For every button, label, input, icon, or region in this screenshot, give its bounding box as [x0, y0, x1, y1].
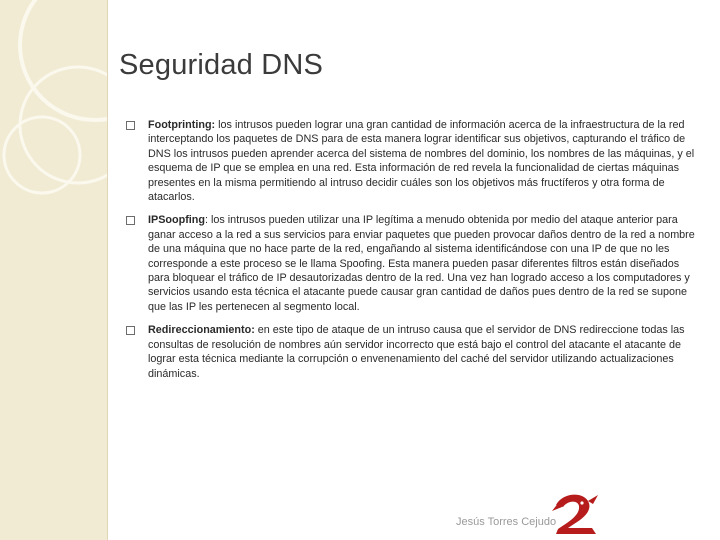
bullet-text	[148, 213, 696, 314]
square-bullet-icon	[126, 121, 135, 130]
bullet-item-redireccionamiento	[126, 323, 696, 381]
bullet-body: : los intrusos pueden utilizar una IP legítima a menudo obtenida por medio del ataque anterior para ganar acceso a la red a sus servicios para enviar paquetes que pueden provocar daños dentro de la red a nombre de una máquina que no hace parte de la red, engañando al sistema identificándose con una IP de que no les corresponde a este proceso se le llama Spoofing. Esta manera pueden pasar diferentes filtros están diseñados para bloquear el tráfico de IP desautorizadas dentro de la red. Una vez han logrado acceso a los computadores y servicios usando esta técnica el atacante puede causar gran cantidad de daños pues dentro de la red se supone que las IP les pertenecen al segmento local.	[148, 214, 695, 313]
bullet-list	[126, 118, 696, 390]
slide-title: Seguridad DNS	[119, 49, 324, 81]
decorative-sidebar	[0, 0, 107, 540]
bullet-item-footprinting	[126, 118, 696, 204]
bullet-text	[148, 118, 696, 204]
bullet-body: los intrusos pueden lograr una gran cantidad de información acerca de la infraestructura de la red interceptando los paquetes de DNS para de esta manera lograr identificar sus objetivos, capturando el tráfico de DNS los intrusos pueden aprender acerca del sistema de nombres del dominio, los nombres de las máquinas, y el esquema de IP que se emplea en una red. Esta información de red revela la funcionalidad de ciertas máquinas presentes en la misma permitiendo al intruso decidir cuáles son los objetivos más fructíferos y otra forma de atacarlos.	[148, 119, 695, 204]
bullet-term: IPSoopfing	[148, 214, 205, 227]
footer-author: Jesús Torres Cejudo	[456, 516, 557, 528]
sidebar-divider	[107, 0, 108, 540]
bullet-term: Footprinting:	[148, 119, 216, 131]
bullet-text	[148, 323, 696, 381]
square-bullet-icon	[126, 326, 135, 335]
decorative-circles	[0, 0, 107, 540]
bullet-item-ipspoofing	[126, 213, 696, 314]
bullet-body: en este tipo de ataque de un intruso causa que el servidor de DNS redireccione todas las consultas de resolución de nombres aún servidor incorrecto que está bajo el control del atacante el atacante de lograr esta técnica mediante la corrupción o envenenamiento del caché del servidor utilizando actualizaciones dinámicas.	[148, 324, 685, 380]
bullet-term: Redireccionamiento:	[148, 324, 255, 337]
red-dragon-logo	[548, 491, 600, 537]
square-bullet-icon	[126, 216, 135, 225]
